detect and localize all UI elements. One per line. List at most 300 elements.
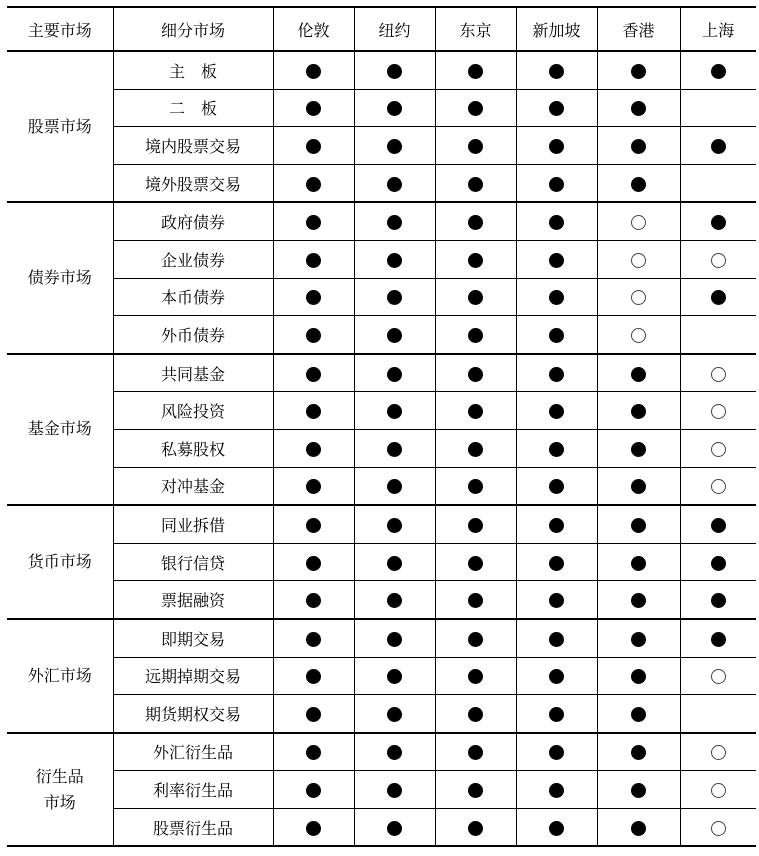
filled-circle-icon [631, 442, 646, 457]
sub-market-cell: 即期交易 [113, 619, 273, 657]
table-row [7, 808, 756, 846]
main-market-cell: 衍生品 市场 [7, 733, 113, 847]
table-body [7, 51, 756, 846]
mark-cell [354, 51, 435, 89]
table-row [7, 51, 756, 89]
mark-cell [435, 581, 516, 619]
sub-market-cell: 同业拆借 [113, 505, 273, 543]
mark-cell [597, 808, 680, 846]
filled-circle-icon [468, 101, 483, 116]
mark-cell [597, 543, 680, 581]
mark-cell [435, 392, 516, 430]
mark-cell [273, 505, 354, 543]
mark-cell [597, 89, 680, 127]
filled-circle-icon [468, 632, 483, 647]
filled-circle-icon [306, 442, 321, 457]
mark-cell [516, 392, 597, 430]
mark-cell [516, 278, 597, 316]
mark-cell [516, 505, 597, 543]
mark-cell [435, 164, 516, 202]
filled-circle-icon [306, 139, 321, 154]
market-comparison-table [7, 6, 756, 847]
mark-cell [597, 278, 680, 316]
mark-cell [354, 733, 435, 771]
table-row [7, 657, 756, 695]
mark-cell [597, 467, 680, 505]
mark-cell [597, 771, 680, 809]
filled-circle-icon [306, 669, 321, 684]
mark-cell [435, 808, 516, 846]
main-market-cell: 外汇市场 [7, 619, 113, 733]
mark-cell [354, 392, 435, 430]
filled-circle-icon [549, 745, 564, 760]
mark-cell [597, 619, 680, 657]
sub-market-cell: 境外股票交易 [113, 164, 273, 202]
filled-circle-icon [306, 745, 321, 760]
mark-cell [354, 619, 435, 657]
mark-cell [273, 808, 354, 846]
filled-circle-icon [306, 367, 321, 382]
table-row [7, 733, 756, 771]
mark-cell [680, 581, 756, 619]
mark-cell [597, 354, 680, 392]
sub-market-cell: 股票衍生品 [113, 808, 273, 846]
filled-circle-icon [387, 518, 402, 533]
filled-circle-icon [468, 783, 483, 798]
mark-cell [354, 543, 435, 581]
mark-cell [354, 467, 435, 505]
filled-circle-icon [468, 821, 483, 836]
hollow-circle-icon [631, 290, 646, 305]
mark-cell [354, 808, 435, 846]
filled-circle-icon [306, 101, 321, 116]
filled-circle-icon [306, 479, 321, 494]
filled-circle-icon [549, 64, 564, 79]
sub-market-cell: 二 板 [113, 89, 273, 127]
sub-market-cell: 境内股票交易 [113, 127, 273, 165]
filled-circle-icon [306, 328, 321, 343]
filled-circle-icon [631, 632, 646, 647]
filled-circle-icon [631, 821, 646, 836]
filled-circle-icon [631, 556, 646, 571]
filled-circle-icon [306, 177, 321, 192]
filled-circle-icon [387, 139, 402, 154]
filled-circle-icon [549, 632, 564, 647]
filled-circle-icon [711, 556, 726, 571]
filled-circle-icon [387, 669, 402, 684]
mark-cell [680, 543, 756, 581]
hollow-circle-icon [711, 783, 726, 798]
filled-circle-icon [631, 518, 646, 533]
filled-circle-icon [306, 518, 321, 533]
filled-circle-icon [306, 783, 321, 798]
filled-circle-icon [387, 556, 402, 571]
filled-circle-icon [306, 404, 321, 419]
mark-cell [597, 127, 680, 165]
table-row [7, 429, 756, 467]
mark-cell [435, 619, 516, 657]
filled-circle-icon [387, 632, 402, 647]
table-row [7, 278, 756, 316]
filled-circle-icon [631, 177, 646, 192]
table-row [7, 619, 756, 657]
table-row [7, 127, 756, 165]
filled-circle-icon [468, 367, 483, 382]
sub-market-cell: 期货期权交易 [113, 695, 273, 733]
mark-cell [354, 89, 435, 127]
filled-circle-icon [468, 479, 483, 494]
mark-cell [273, 89, 354, 127]
filled-circle-icon [711, 139, 726, 154]
mark-cell [273, 354, 354, 392]
filled-circle-icon [549, 328, 564, 343]
table-row [7, 392, 756, 430]
filled-circle-icon [468, 139, 483, 154]
mark-cell [435, 695, 516, 733]
mark-cell [597, 51, 680, 89]
header-row [7, 7, 756, 51]
sub-market-cell: 本币债券 [113, 278, 273, 316]
mark-cell [354, 278, 435, 316]
mark-cell [435, 733, 516, 771]
header-city-tokyo: 东京 [435, 7, 516, 51]
sub-market-cell: 主 板 [113, 51, 273, 89]
filled-circle-icon [631, 707, 646, 722]
filled-circle-icon [387, 783, 402, 798]
mark-cell [680, 316, 756, 354]
filled-circle-icon [387, 253, 402, 268]
mark-cell [435, 771, 516, 809]
mark-cell [273, 127, 354, 165]
filled-circle-icon [468, 518, 483, 533]
filled-circle-icon [387, 821, 402, 836]
filled-circle-icon [549, 139, 564, 154]
hollow-circle-icon [631, 253, 646, 268]
filled-circle-icon [387, 745, 402, 760]
hollow-circle-icon [711, 442, 726, 457]
mark-cell [273, 619, 354, 657]
sub-market-cell: 远期掉期交易 [113, 657, 273, 695]
mark-cell [354, 354, 435, 392]
main-market-cell: 货币市场 [7, 505, 113, 619]
mark-cell [273, 695, 354, 733]
filled-circle-icon [468, 404, 483, 419]
mark-cell [273, 771, 354, 809]
filled-circle-icon [711, 632, 726, 647]
mark-cell [354, 505, 435, 543]
filled-circle-icon [387, 479, 402, 494]
mark-cell [516, 467, 597, 505]
filled-circle-icon [468, 64, 483, 79]
mark-cell [354, 657, 435, 695]
table-row [7, 164, 756, 202]
table-row [7, 543, 756, 581]
filled-circle-icon [711, 518, 726, 533]
mark-cell [597, 316, 680, 354]
mark-cell [435, 278, 516, 316]
mark-cell [273, 657, 354, 695]
mark-cell [516, 771, 597, 809]
filled-circle-icon [549, 367, 564, 382]
mark-cell [680, 733, 756, 771]
mark-cell [273, 278, 354, 316]
mark-cell [435, 316, 516, 354]
filled-circle-icon [306, 593, 321, 608]
mark-cell [273, 202, 354, 240]
hollow-circle-icon [631, 215, 646, 230]
filled-circle-icon [549, 821, 564, 836]
filled-circle-icon [468, 253, 483, 268]
mark-cell [516, 202, 597, 240]
filled-circle-icon [306, 215, 321, 230]
filled-circle-icon [549, 707, 564, 722]
mark-cell [435, 657, 516, 695]
filled-circle-icon [631, 479, 646, 494]
filled-circle-icon [631, 367, 646, 382]
filled-circle-icon [549, 783, 564, 798]
mark-cell [516, 619, 597, 657]
mark-cell [435, 467, 516, 505]
filled-circle-icon [711, 215, 726, 230]
main-market-cell: 股票市场 [7, 51, 113, 202]
mark-cell [516, 316, 597, 354]
filled-circle-icon [306, 556, 321, 571]
filled-circle-icon [631, 404, 646, 419]
filled-circle-icon [468, 442, 483, 457]
mark-cell [597, 202, 680, 240]
mark-cell [435, 429, 516, 467]
filled-circle-icon [631, 783, 646, 798]
filled-circle-icon [306, 707, 321, 722]
mark-cell [516, 808, 597, 846]
sub-market-cell: 共同基金 [113, 354, 273, 392]
filled-circle-icon [711, 290, 726, 305]
mark-cell [597, 733, 680, 771]
filled-circle-icon [549, 404, 564, 419]
filled-circle-icon [549, 518, 564, 533]
mark-cell [516, 733, 597, 771]
filled-circle-icon [631, 64, 646, 79]
mark-cell [435, 127, 516, 165]
filled-circle-icon [306, 64, 321, 79]
filled-circle-icon [549, 669, 564, 684]
filled-circle-icon [468, 745, 483, 760]
mark-cell [273, 733, 354, 771]
table-row [7, 505, 756, 543]
mark-cell [680, 695, 756, 733]
mark-cell [680, 278, 756, 316]
filled-circle-icon [468, 669, 483, 684]
mark-cell [435, 89, 516, 127]
filled-circle-icon [387, 101, 402, 116]
hollow-circle-icon [631, 328, 646, 343]
mark-cell [516, 581, 597, 619]
mark-cell [597, 581, 680, 619]
filled-circle-icon [387, 215, 402, 230]
hollow-circle-icon [711, 821, 726, 836]
mark-cell [354, 316, 435, 354]
mark-cell [273, 240, 354, 278]
filled-circle-icon [631, 593, 646, 608]
header-sub-market: 细分市场 [113, 7, 273, 51]
filled-circle-icon [387, 290, 402, 305]
mark-cell [435, 354, 516, 392]
main-market-cell: 基金市场 [7, 354, 113, 505]
mark-cell [354, 771, 435, 809]
filled-circle-icon [387, 707, 402, 722]
table-row [7, 771, 756, 809]
mark-cell [516, 543, 597, 581]
mark-cell [516, 240, 597, 278]
header-city-shanghai: 上海 [680, 7, 756, 51]
mark-cell [516, 164, 597, 202]
mark-cell [435, 505, 516, 543]
header-city-singapore: 新加坡 [516, 7, 597, 51]
mark-cell [273, 467, 354, 505]
filled-circle-icon [549, 101, 564, 116]
mark-cell [354, 581, 435, 619]
filled-circle-icon [387, 367, 402, 382]
table-row [7, 467, 756, 505]
mark-cell [354, 202, 435, 240]
mark-cell [435, 202, 516, 240]
filled-circle-icon [306, 821, 321, 836]
mark-cell [516, 89, 597, 127]
filled-circle-icon [631, 101, 646, 116]
mark-cell [516, 127, 597, 165]
header-city-london: 伦敦 [273, 7, 354, 51]
filled-circle-icon [631, 139, 646, 154]
mark-cell [680, 505, 756, 543]
filled-circle-icon [387, 177, 402, 192]
table-row [7, 202, 756, 240]
main-market-cell: 债券市场 [7, 202, 113, 353]
sub-market-cell: 风险投资 [113, 392, 273, 430]
mark-cell [680, 467, 756, 505]
mark-cell [680, 202, 756, 240]
mark-cell [516, 657, 597, 695]
mark-cell [597, 392, 680, 430]
table-row [7, 316, 756, 354]
hollow-circle-icon [711, 745, 726, 760]
table-row [7, 354, 756, 392]
mark-cell [597, 695, 680, 733]
hollow-circle-icon [711, 253, 726, 268]
filled-circle-icon [711, 64, 726, 79]
filled-circle-icon [631, 669, 646, 684]
mark-cell [680, 164, 756, 202]
sub-market-cell: 利率衍生品 [113, 771, 273, 809]
filled-circle-icon [549, 479, 564, 494]
filled-circle-icon [306, 290, 321, 305]
mark-cell [273, 429, 354, 467]
hollow-circle-icon [711, 404, 726, 419]
mark-cell [680, 240, 756, 278]
mark-cell [435, 240, 516, 278]
filled-circle-icon [468, 215, 483, 230]
mark-cell [680, 771, 756, 809]
header-city-hongkong: 香港 [597, 7, 680, 51]
mark-cell [354, 429, 435, 467]
mark-cell [680, 808, 756, 846]
mark-cell [597, 429, 680, 467]
hollow-circle-icon [711, 367, 726, 382]
mark-cell [680, 89, 756, 127]
mark-cell [354, 240, 435, 278]
mark-cell [273, 51, 354, 89]
sub-market-cell: 票据融资 [113, 581, 273, 619]
mark-cell [273, 543, 354, 581]
header-main-market: 主要市场 [7, 7, 113, 51]
mark-cell [516, 354, 597, 392]
filled-circle-icon [549, 290, 564, 305]
hollow-circle-icon [711, 479, 726, 494]
filled-circle-icon [711, 593, 726, 608]
mark-cell [680, 619, 756, 657]
filled-circle-icon [468, 593, 483, 608]
table-row [7, 581, 756, 619]
mark-cell [597, 240, 680, 278]
mark-cell [354, 127, 435, 165]
filled-circle-icon [549, 253, 564, 268]
filled-circle-icon [387, 442, 402, 457]
filled-circle-icon [549, 556, 564, 571]
filled-circle-icon [387, 328, 402, 343]
mark-cell [680, 392, 756, 430]
sub-market-cell: 外汇衍生品 [113, 733, 273, 771]
mark-cell [516, 51, 597, 89]
mark-cell [516, 429, 597, 467]
hollow-circle-icon [711, 669, 726, 684]
mark-cell [680, 657, 756, 695]
table-row [7, 89, 756, 127]
filled-circle-icon [468, 707, 483, 722]
mark-cell [597, 657, 680, 695]
sub-market-cell: 企业债券 [113, 240, 273, 278]
mark-cell [354, 695, 435, 733]
table-row [7, 695, 756, 733]
filled-circle-icon [549, 215, 564, 230]
sub-market-cell: 对冲基金 [113, 467, 273, 505]
filled-circle-icon [468, 177, 483, 192]
mark-cell [597, 164, 680, 202]
mark-cell [273, 316, 354, 354]
filled-circle-icon [631, 745, 646, 760]
filled-circle-icon [468, 290, 483, 305]
table-row [7, 240, 756, 278]
mark-cell [680, 127, 756, 165]
filled-circle-icon [306, 253, 321, 268]
sub-market-cell: 外币债券 [113, 316, 273, 354]
mark-cell [273, 392, 354, 430]
mark-cell [354, 164, 435, 202]
mark-cell [273, 164, 354, 202]
filled-circle-icon [468, 328, 483, 343]
filled-circle-icon [387, 64, 402, 79]
filled-circle-icon [549, 593, 564, 608]
mark-cell [435, 543, 516, 581]
filled-circle-icon [387, 593, 402, 608]
mark-cell [680, 51, 756, 89]
filled-circle-icon [549, 177, 564, 192]
header-city-newyork: 纽约 [354, 7, 435, 51]
mark-cell [680, 354, 756, 392]
sub-market-cell: 私募股权 [113, 429, 273, 467]
sub-market-cell: 政府债券 [113, 202, 273, 240]
mark-cell [597, 505, 680, 543]
filled-circle-icon [468, 556, 483, 571]
sub-market-cell: 银行信贷 [113, 543, 273, 581]
